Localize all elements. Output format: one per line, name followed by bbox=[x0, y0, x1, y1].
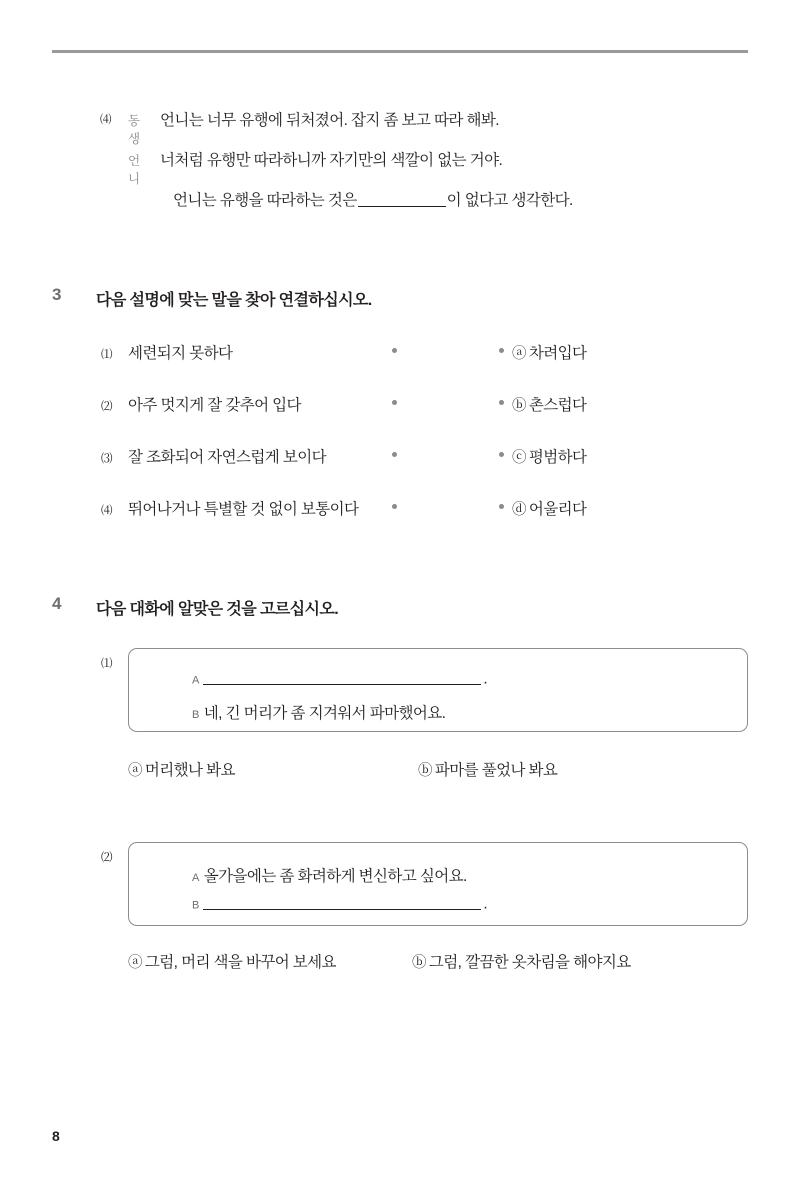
matching-left-item: 잘 조화되어 자연스럽게 보이다 bbox=[128, 449, 326, 466]
speaker-label-a: A bbox=[192, 674, 200, 687]
speaker-label-b: B bbox=[192, 709, 200, 721]
matching-left-item: 세련되지 못하다 bbox=[128, 345, 233, 362]
choice-text: 파마를 풀었나 봐요 bbox=[434, 762, 558, 779]
choice-text: 머리했나 봐요 bbox=[144, 762, 235, 779]
choice-marker: ⓐ bbox=[128, 763, 142, 779]
answer-suffix: 이 없다고 생각한다. bbox=[446, 192, 573, 209]
matching-left-item: 아주 멋지게 잘 갖추어 입다 bbox=[128, 397, 301, 414]
option-text: 평범하다 bbox=[528, 449, 587, 466]
page-number: 8 bbox=[52, 1128, 60, 1144]
choice-text: 그럼, 깔끔한 옷차림을 해야지요 bbox=[428, 954, 631, 971]
speaker-tag-younger-sibling: 동생 bbox=[128, 114, 140, 146]
answer-blank[interactable] bbox=[358, 191, 446, 207]
dialog-answer-blank[interactable] bbox=[203, 670, 481, 685]
answer-sentence bbox=[173, 188, 573, 210]
row-number: ⑵ bbox=[101, 401, 113, 413]
choice-marker: ⓑ bbox=[418, 763, 432, 779]
match-dot-right[interactable] bbox=[499, 348, 504, 353]
dialogue-line-1: 언니는 너무 유행에 뒤처졌어. 잡지 좀 보고 따라 해봐. bbox=[160, 112, 499, 129]
option-marker: ⓓ bbox=[512, 502, 526, 518]
dialog-line-b-text: 네, 긴 머리가 좀 지겨워서 파마했어요. bbox=[203, 705, 446, 722]
dialog-line-a bbox=[192, 670, 487, 688]
option-marker: ⓐ bbox=[512, 346, 526, 362]
matching-left-item: 뛰어나거나 특별할 것 없이 보통이다 bbox=[128, 501, 359, 518]
choice-text: 그럼, 머리 색을 바꾸어 보세요 bbox=[144, 954, 336, 971]
speaker-tag-older-sister: 언니 bbox=[128, 154, 140, 186]
dialog-box bbox=[128, 648, 748, 732]
option-text: 촌스럽다 bbox=[528, 397, 587, 414]
choice-a[interactable] bbox=[128, 758, 235, 780]
row-number: ⑶ bbox=[101, 453, 113, 465]
match-dot-right[interactable] bbox=[499, 452, 504, 457]
item-number: ⑷ bbox=[100, 114, 112, 126]
choice-a[interactable] bbox=[128, 950, 336, 972]
matching-right-item bbox=[512, 497, 586, 519]
dialogue-line-2: 너처럼 유행만 따라하니까 자기만의 색깔이 없는 거야. bbox=[160, 152, 503, 169]
choice-marker: ⓑ bbox=[412, 955, 426, 971]
dialog-line-a-suffix: . bbox=[483, 670, 488, 688]
match-dot-right[interactable] bbox=[499, 400, 504, 405]
section-3-number: 3 bbox=[52, 285, 62, 304]
header-divider bbox=[52, 50, 748, 53]
dialog-item-number: ⑴ bbox=[101, 658, 113, 670]
option-text: 어울리다 bbox=[528, 501, 587, 518]
match-dot-left[interactable] bbox=[392, 348, 397, 353]
row-number: ⑴ bbox=[101, 349, 113, 361]
speaker-label-b: B bbox=[192, 899, 200, 912]
choice-b[interactable] bbox=[418, 758, 557, 780]
dialog-answer-blank[interactable] bbox=[203, 895, 481, 910]
answer-prefix: 언니는 유행을 따라하는 것은 bbox=[173, 192, 357, 209]
dialog-line-a-text: 올가을에는 좀 화려하게 변신하고 싶어요. bbox=[203, 868, 467, 885]
section-4-title: 다음 대화에 알맞은 것을 고르십시오. bbox=[96, 601, 339, 618]
section-4-number: 4 bbox=[52, 594, 62, 613]
dialog-line-b bbox=[192, 895, 487, 913]
choice-marker: ⓐ bbox=[128, 955, 142, 971]
matching-right-item bbox=[512, 393, 586, 415]
matching-right-item bbox=[512, 341, 586, 363]
dialog-box bbox=[128, 842, 748, 926]
match-dot-right[interactable] bbox=[499, 504, 504, 509]
option-marker: ⓑ bbox=[512, 398, 526, 414]
choice-b[interactable] bbox=[412, 950, 631, 972]
dialog-line-b bbox=[192, 701, 445, 723]
matching-right-item bbox=[512, 445, 586, 467]
row-number: ⑷ bbox=[101, 505, 113, 517]
match-dot-left[interactable] bbox=[392, 504, 397, 509]
dialog-item-number: ⑵ bbox=[101, 852, 113, 864]
option-text: 차려입다 bbox=[528, 345, 587, 362]
dialog-line-b-suffix: . bbox=[483, 895, 488, 913]
match-dot-left[interactable] bbox=[392, 400, 397, 405]
dialog-line-a bbox=[192, 864, 467, 886]
section-3-title: 다음 설명에 맞는 말을 찾아 연결하십시오. bbox=[96, 292, 372, 309]
option-marker: ⓒ bbox=[512, 450, 526, 466]
speaker-label-a: A bbox=[192, 872, 200, 884]
match-dot-left[interactable] bbox=[392, 452, 397, 457]
